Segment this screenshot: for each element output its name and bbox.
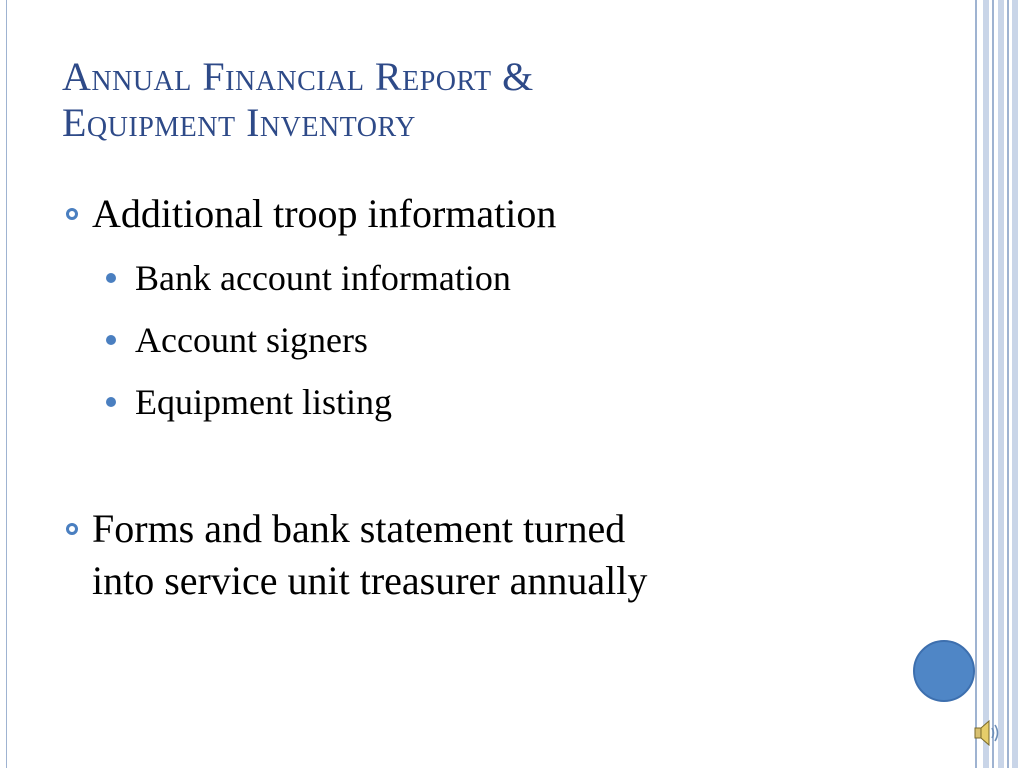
ring-bullet-icon [66,208,78,220]
bullet-additional-troop-info: Additional troop information [92,191,557,236]
circle-decoration [913,640,975,702]
right-stripe [992,0,994,768]
sub-bullet-bank-account: Bank account information [135,258,511,298]
slide-title-line-1: Annual Financial Report & [62,54,534,99]
dot-bullet-icon [106,273,116,283]
right-stripe [975,0,977,768]
sub-bullet-account-signers: Account signers [135,320,368,360]
right-stripe [1007,0,1009,768]
bullet-forms-line-2: into service unit treasurer annually [92,558,648,603]
dot-bullet-icon [106,397,116,407]
right-stripe [983,0,989,768]
dot-bullet-icon [106,335,116,345]
bullet-forms-line-1: Forms and bank statement turned [92,506,626,551]
speaker-icon[interactable] [972,716,1002,750]
left-border-line [6,0,7,768]
slide-title [62,54,942,146]
right-stripe [998,0,1004,768]
right-stripe [1012,0,1018,768]
ring-bullet-icon [66,523,78,535]
slide-title-line-2: Equipment Inventory [62,100,416,145]
sub-bullet-equipment-listing: Equipment listing [135,382,392,422]
